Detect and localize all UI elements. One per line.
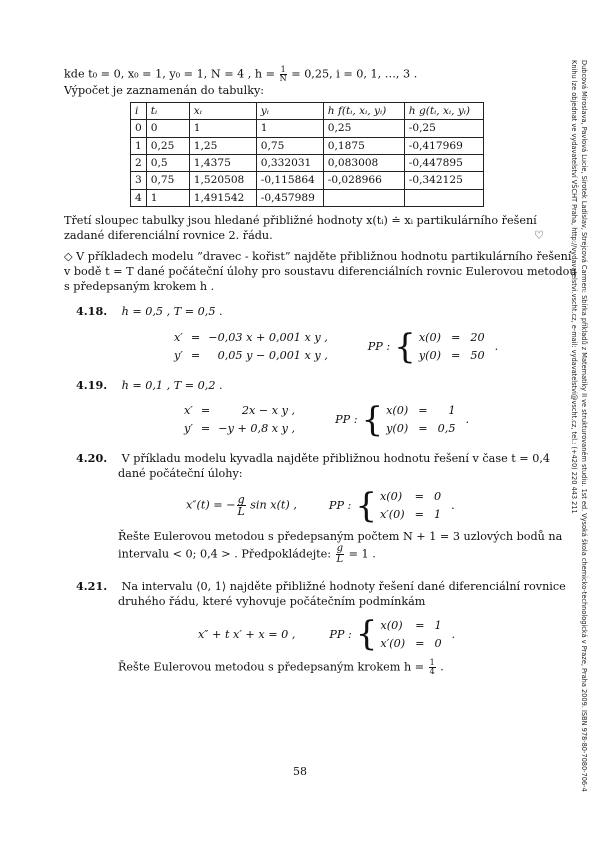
table-cell: 0 xyxy=(146,120,189,137)
equations-4-20 xyxy=(186,485,544,526)
section-line-1: ◇ V příkladech modelu ”dravec - kořist” najděte přibližnou hodnotu partikulárního řešení xyxy=(64,250,572,264)
equation-part: 1 xyxy=(434,508,442,522)
after-table-text: zadané diferenciální rovnice 2. řádu. xyxy=(64,229,273,242)
table-cell: 1,520508 xyxy=(189,172,256,189)
equation-part: = xyxy=(450,349,461,363)
table-cell: 1,491542 xyxy=(189,189,256,206)
table-cell: -0,25 xyxy=(404,120,483,137)
header-cell: h f(tᵢ, xᵢ, yᵢ) xyxy=(323,103,404,120)
table-cell: 0,75 xyxy=(256,137,323,154)
equation-system xyxy=(184,403,295,436)
equation-part: = xyxy=(450,330,461,344)
sidebar-citation xyxy=(569,60,588,790)
initial-conditions xyxy=(329,614,456,655)
equation-part: x′ xyxy=(174,330,183,344)
table-cell: -0,417969 xyxy=(404,137,483,154)
equation-part: 0 xyxy=(434,490,442,504)
equation-part: = xyxy=(414,508,425,522)
equation-part: x′(0) xyxy=(380,636,406,650)
equation-part: = xyxy=(418,422,428,436)
text: Řešte Eulerovou metodou s předepsaným krokem h = xyxy=(118,660,428,674)
table-cell: 1 xyxy=(256,120,323,137)
table-cell: 1,25 xyxy=(189,137,256,154)
table-cell: -0,115864 xyxy=(256,172,323,189)
table-cell: 3 xyxy=(131,172,147,189)
header-cell: yᵢ xyxy=(256,103,323,120)
pendulum-equation xyxy=(186,494,297,517)
table-cell xyxy=(323,189,404,206)
g-over-l xyxy=(336,544,344,565)
equation-part: x(0) xyxy=(380,618,403,632)
pp-label: PP : xyxy=(335,413,358,427)
frac-num: 1 xyxy=(429,658,435,668)
problem-4-20-line-2: dané počáteční úlohy: xyxy=(118,466,243,480)
step-fraction xyxy=(429,659,436,676)
frac-num: g xyxy=(237,493,245,507)
brace-icon: { xyxy=(394,326,416,367)
equation-part: y′ xyxy=(174,349,183,363)
g-over-l xyxy=(237,494,246,517)
table-cell: 0,083008 xyxy=(323,155,404,172)
header-cell: xᵢ xyxy=(189,103,256,120)
initial-conditions xyxy=(367,326,499,367)
end-dot: . xyxy=(451,499,455,513)
equation-part: = xyxy=(200,422,211,436)
table-body xyxy=(131,120,484,206)
citation-line-2: Knihu lze objednat ve vydavatelství VŠCHT Praha, http://vydavatelstvi.vscht.cz, e-mail: vydavatelstvi@vscht.cz, tel.: (+420) 220 443 211 xyxy=(570,60,579,514)
table-row xyxy=(131,189,484,206)
equation-part: = xyxy=(415,636,425,650)
table-cell: -0,342125 xyxy=(404,172,483,189)
equation-part: 1 xyxy=(448,404,456,418)
brace-icon: { xyxy=(355,614,378,655)
intro-line-2: Výpočet je zaznamenán do tabulky: xyxy=(64,84,265,97)
table-header-row xyxy=(131,103,484,120)
table-row xyxy=(131,155,484,172)
equation-part: 1 xyxy=(434,618,442,632)
section-line-2: v bodě t = T dané počáteční úlohy pro soustavu diferenciálních rovnic Eulerovou metodou xyxy=(64,265,577,279)
eq-left: x″(t) = − xyxy=(186,498,236,512)
ode-equation: x″ + t x′ + x = 0 , xyxy=(198,627,296,641)
problem-number: 4.21. xyxy=(76,578,108,593)
problem-4-20-line-4 xyxy=(118,544,544,565)
equation-part: = xyxy=(190,330,201,344)
table-cell: 2 xyxy=(131,155,147,172)
problem-4-21-line-2: druhého řádu, které vyhovuje počátečním podmínkám xyxy=(118,595,426,609)
equation-part: −0,03 x + 0,001 x y , xyxy=(208,330,328,344)
equation-part: y(0) xyxy=(386,422,409,436)
table-cell xyxy=(404,189,483,206)
pp-label: PP : xyxy=(329,627,352,641)
problem-4-21-line-3 xyxy=(118,659,544,676)
table-cell: 0,25 xyxy=(323,120,404,137)
table-cell: -0,447895 xyxy=(404,155,483,172)
after-table-line-1: Třetí sloupec tabulky jsou hledané přibližné hodnoty x(tᵢ) ≐ xᵢ partikulárního řešení xyxy=(64,213,537,227)
problem-number: 4.19. xyxy=(76,377,108,392)
intro-text: kde t₀ = 0, x₀ = 1, y₀ = 1, N = 4 , h = xyxy=(64,67,279,81)
table-cell: 0,25 xyxy=(146,137,189,154)
table-cell: 0,5 xyxy=(146,155,189,172)
equation-part: = xyxy=(414,490,425,504)
end-dot: . xyxy=(451,627,456,641)
header-cell: h g(tᵢ, xᵢ, yᵢ) xyxy=(404,103,483,120)
equation-part: y′ xyxy=(184,422,193,436)
equation-part: = xyxy=(190,349,201,363)
page-number: 58 xyxy=(293,765,307,778)
text: = 1 . xyxy=(345,547,376,561)
equation-part: 50 xyxy=(470,349,485,363)
table-cell: -0,457989 xyxy=(256,189,323,206)
pp-grid xyxy=(380,618,441,651)
table-row xyxy=(131,120,484,137)
problem-text: V příkladu modelu kyvadla najděte přibližnou hodnotu řešení v čase t = 0,4 xyxy=(121,451,551,465)
equation-part: x(0) xyxy=(379,490,403,504)
header-cell: i xyxy=(131,103,147,120)
problem-4-21 xyxy=(64,578,566,594)
equations-4-21 xyxy=(198,614,544,655)
equation-part: 0,5 xyxy=(437,422,456,436)
pp-grid xyxy=(386,403,455,436)
equation-part: 2x − x y , xyxy=(241,404,296,418)
table-row xyxy=(131,137,484,154)
text: intervalu < 0; 0,4 > . Předpokládejte: xyxy=(118,547,335,561)
frac-num: 1 xyxy=(280,65,286,74)
table-cell: 1,4375 xyxy=(189,155,256,172)
end-dot: . xyxy=(465,413,470,427)
end-dot: . xyxy=(494,339,499,353)
problem-4-20 xyxy=(64,450,551,466)
equation-part: 0 xyxy=(434,636,442,650)
table-cell: 4 xyxy=(131,189,147,206)
intro-text-end: = 0,25, i = 0, 1, …, 3 . xyxy=(287,67,418,81)
frac-num: g xyxy=(336,542,344,554)
section-line-3: s předepsaným krokem h . xyxy=(64,280,215,294)
equations-4-19 xyxy=(184,399,544,440)
brace-icon: { xyxy=(361,399,384,440)
pp-label: PP : xyxy=(367,339,391,353)
table-cell: 0,332031 xyxy=(256,155,323,172)
equation-part: = xyxy=(415,618,425,632)
h-fraction xyxy=(280,66,287,83)
equation-system xyxy=(174,330,328,363)
brace-icon: { xyxy=(355,485,377,526)
equation-part: x(0) xyxy=(386,404,409,418)
problem-4-20-line-3: Řešte Eulerovou metodou s předepsaným počtem N + 1 = 3 uzlových bodů na xyxy=(118,529,563,543)
intro-line xyxy=(64,66,544,83)
citation-line-1: Dubcová Miroslava, Pavlová Lucie, Sirotek Ladislav, Strejcová Carmen: Sbírka příkladů z Matematiky II ve strukturovaném studiu. 1st ed. Vysoká škola chemicko-technologická v Praze, Praha 2009. ISBN 978-80-7080-706-4 xyxy=(580,60,588,792)
equation-part: −y + 0,8 x y , xyxy=(218,422,296,436)
frac-den: L xyxy=(336,553,344,565)
results-table xyxy=(130,102,484,207)
frac-den: L xyxy=(237,505,245,519)
equation-part: x′(0) xyxy=(379,508,405,522)
pp-grid xyxy=(380,489,441,522)
problem-number: 4.18. xyxy=(76,304,108,319)
table-cell: 0,75 xyxy=(146,172,189,189)
initial-conditions xyxy=(328,485,455,526)
problem-params: h = 0,1 , T = 0,2 . xyxy=(121,378,223,392)
problem-number: 4.20. xyxy=(76,450,108,465)
equation-part: = xyxy=(200,404,211,418)
problem-4-19 xyxy=(64,378,544,393)
header-cell: tᵢ xyxy=(146,103,189,120)
equation-part: = xyxy=(418,404,428,418)
pp-label: PP : xyxy=(328,499,352,513)
frac-den: N xyxy=(279,74,287,83)
after-table-line-2 xyxy=(64,228,544,243)
problem-text: Na intervalu ⟨0, 1⟩ najděte přibližné hodnoty řešení dané diferenciální rovnice xyxy=(121,579,566,593)
equation-part: y(0) xyxy=(418,349,441,363)
equations-4-18 xyxy=(174,326,544,367)
equation-part: 20 xyxy=(470,330,485,344)
end-of-solution-icon: ♡ xyxy=(533,229,544,242)
equation-part: x(0) xyxy=(418,330,441,344)
table-cell: 0,1875 xyxy=(323,137,404,154)
initial-conditions xyxy=(335,399,470,440)
table-cell: 1 xyxy=(189,120,256,137)
table-cell: 0 xyxy=(131,120,147,137)
eq-right: sin x(t) , xyxy=(246,498,297,512)
table-row xyxy=(131,172,484,189)
table-cell: 1 xyxy=(131,137,147,154)
pp-grid xyxy=(419,330,485,363)
problem-4-18 xyxy=(64,304,544,319)
equation-part: 0,05 y − 0,001 x y , xyxy=(217,349,328,363)
frac-den: 4 xyxy=(429,667,435,677)
problem-params: h = 0,5 , T = 0,5 . xyxy=(121,305,223,319)
text: . xyxy=(436,660,444,674)
table-cell: -0,028966 xyxy=(323,172,404,189)
equation-part: x′ xyxy=(184,404,193,418)
table-cell: 1 xyxy=(146,189,189,206)
